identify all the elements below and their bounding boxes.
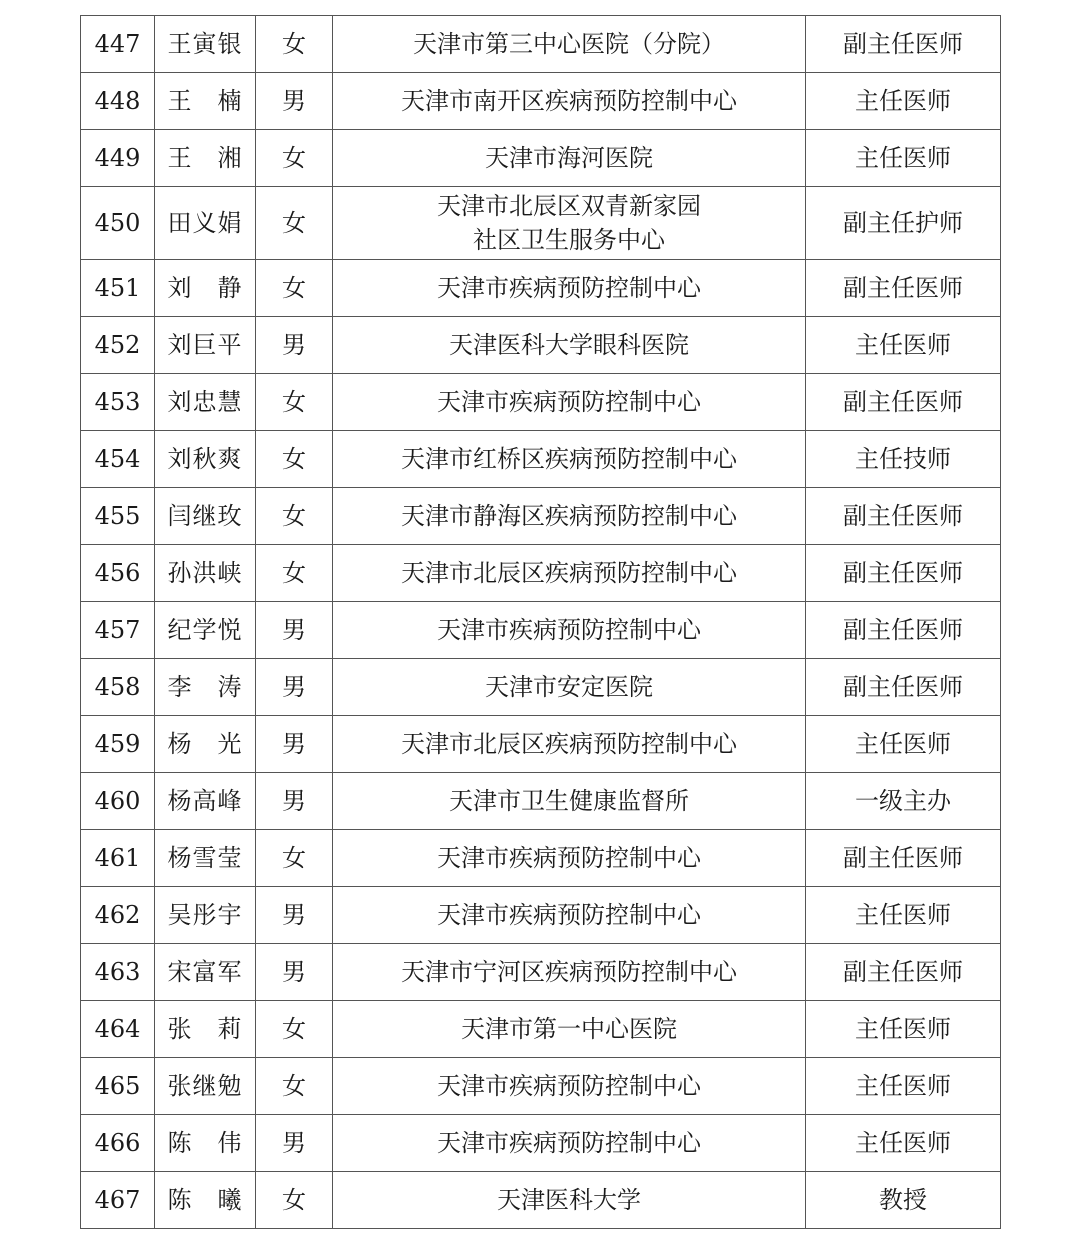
- work-unit: 天津市南开区疾病预防控制中心: [333, 73, 806, 130]
- table-row: [81, 1115, 1001, 1172]
- professional-title: 副主任医师: [806, 16, 1001, 73]
- row-number: 447: [81, 16, 155, 73]
- work-unit: 天津市疾病预防控制中心: [333, 602, 806, 659]
- person-gender: 男: [256, 716, 333, 773]
- row-number: 461: [81, 830, 155, 887]
- person-gender: 女: [256, 1001, 333, 1058]
- work-unit: 天津市宁河区疾病预防控制中心: [333, 944, 806, 1001]
- row-number: 457: [81, 602, 155, 659]
- table-row: [81, 1172, 1001, 1229]
- table-row: [81, 260, 1001, 317]
- professional-title: 主任医师: [806, 130, 1001, 187]
- row-number: 460: [81, 773, 155, 830]
- work-unit: 天津市疾病预防控制中心: [333, 374, 806, 431]
- person-gender: 男: [256, 887, 333, 944]
- person-gender: 男: [256, 602, 333, 659]
- work-unit: 天津市红桥区疾病预防控制中心: [333, 431, 806, 488]
- person-name: 刘秋爽: [155, 431, 256, 488]
- row-number: 456: [81, 545, 155, 602]
- person-name: 吴彤宇: [155, 887, 256, 944]
- professional-title: 副主任医师: [806, 374, 1001, 431]
- work-unit: 天津市疾病预防控制中心: [333, 260, 806, 317]
- row-number: 459: [81, 716, 155, 773]
- table-row: [81, 16, 1001, 73]
- work-unit: 天津市疾病预防控制中心: [333, 887, 806, 944]
- person-name: 宋富军: [155, 944, 256, 1001]
- row-number: 450: [81, 187, 155, 260]
- row-number: 455: [81, 488, 155, 545]
- person-gender: 女: [256, 830, 333, 887]
- work-unit: 天津市静海区疾病预防控制中心: [333, 488, 806, 545]
- personnel-table-body: [81, 16, 1001, 1229]
- work-unit: 天津市卫生健康监督所: [333, 773, 806, 830]
- work-unit: 天津医科大学眼科医院: [333, 317, 806, 374]
- work-unit: 天津市第三中心医院（分院）: [333, 16, 806, 73]
- row-number: 454: [81, 431, 155, 488]
- person-name: 张 莉: [155, 1001, 256, 1058]
- work-unit: 天津市安定医院: [333, 659, 806, 716]
- person-name: 孙洪峡: [155, 545, 256, 602]
- personnel-table: [80, 15, 1001, 1229]
- person-name: 刘忠慧: [155, 374, 256, 431]
- table-row: [81, 1058, 1001, 1115]
- professional-title: 主任医师: [806, 73, 1001, 130]
- professional-title: 副主任医师: [806, 488, 1001, 545]
- work-unit: 天津医科大学: [333, 1172, 806, 1229]
- person-name: 杨高峰: [155, 773, 256, 830]
- person-name: 陈 伟: [155, 1115, 256, 1172]
- person-name: 张继勉: [155, 1058, 256, 1115]
- table-row: [81, 716, 1001, 773]
- person-gender: 男: [256, 73, 333, 130]
- professional-title: 一级主办: [806, 773, 1001, 830]
- professional-title: 副主任医师: [806, 602, 1001, 659]
- professional-title: 副主任护师: [806, 187, 1001, 260]
- person-name: 杨 光: [155, 716, 256, 773]
- table-row: [81, 545, 1001, 602]
- row-number: 463: [81, 944, 155, 1001]
- row-number: 449: [81, 130, 155, 187]
- professional-title: 副主任医师: [806, 545, 1001, 602]
- person-name: 纪学悦: [155, 602, 256, 659]
- person-name: 闫继玫: [155, 488, 256, 545]
- table-row: [81, 887, 1001, 944]
- table-row: [81, 773, 1001, 830]
- work-unit: 天津市疾病预防控制中心: [333, 1115, 806, 1172]
- row-number: 451: [81, 260, 155, 317]
- person-name: 刘巨平: [155, 317, 256, 374]
- work-unit: 天津市海河医院: [333, 130, 806, 187]
- table-row: [81, 431, 1001, 488]
- table-row: [81, 374, 1001, 431]
- work-unit: 天津市疾病预防控制中心: [333, 830, 806, 887]
- row-number: 462: [81, 887, 155, 944]
- table-row: [81, 187, 1001, 260]
- work-unit: 天津市北辰区疾病预防控制中心: [333, 716, 806, 773]
- row-number: 466: [81, 1115, 155, 1172]
- table-row: [81, 130, 1001, 187]
- professional-title: 副主任医师: [806, 944, 1001, 1001]
- person-gender: 女: [256, 488, 333, 545]
- table-row: [81, 944, 1001, 1001]
- table-row: [81, 830, 1001, 887]
- professional-title: 副主任医师: [806, 659, 1001, 716]
- work-unit: 天津市北辰区疾病预防控制中心: [333, 545, 806, 602]
- work-unit: 天津市第一中心医院: [333, 1001, 806, 1058]
- person-name: 杨雪莹: [155, 830, 256, 887]
- row-number: 467: [81, 1172, 155, 1229]
- person-gender: 女: [256, 431, 333, 488]
- person-gender: 男: [256, 944, 333, 1001]
- professional-title: 副主任医师: [806, 830, 1001, 887]
- person-name: 刘 静: [155, 260, 256, 317]
- person-name: 王寅银: [155, 16, 256, 73]
- professional-title: 主任医师: [806, 317, 1001, 374]
- person-gender: 女: [256, 187, 333, 260]
- table-row: [81, 659, 1001, 716]
- person-gender: 男: [256, 773, 333, 830]
- table-row: [81, 73, 1001, 130]
- professional-title: 主任医师: [806, 887, 1001, 944]
- row-number: 464: [81, 1001, 155, 1058]
- work-unit: 天津市北辰区双青新家园 社区卫生服务中心: [333, 187, 806, 260]
- person-gender: 女: [256, 1058, 333, 1115]
- table-row: [81, 488, 1001, 545]
- person-gender: 男: [256, 659, 333, 716]
- professional-title: 副主任医师: [806, 260, 1001, 317]
- professional-title: 主任技师: [806, 431, 1001, 488]
- row-number: 448: [81, 73, 155, 130]
- person-gender: 男: [256, 317, 333, 374]
- person-name: 王 楠: [155, 73, 256, 130]
- row-number: 453: [81, 374, 155, 431]
- person-name: 陈 曦: [155, 1172, 256, 1229]
- table-row: [81, 602, 1001, 659]
- professional-title: 主任医师: [806, 716, 1001, 773]
- row-number: 452: [81, 317, 155, 374]
- person-gender: 男: [256, 1115, 333, 1172]
- work-unit: 天津市疾病预防控制中心: [333, 1058, 806, 1115]
- person-name: 王 湘: [155, 130, 256, 187]
- table-row: [81, 1001, 1001, 1058]
- professional-title: 教授: [806, 1172, 1001, 1229]
- table-row: [81, 317, 1001, 374]
- person-gender: 女: [256, 260, 333, 317]
- row-number: 458: [81, 659, 155, 716]
- person-name: 李 涛: [155, 659, 256, 716]
- person-name: 田义娟: [155, 187, 256, 260]
- professional-title: 主任医师: [806, 1001, 1001, 1058]
- person-gender: 女: [256, 374, 333, 431]
- person-gender: 女: [256, 545, 333, 602]
- professional-title: 主任医师: [806, 1115, 1001, 1172]
- person-gender: 女: [256, 16, 333, 73]
- person-gender: 女: [256, 130, 333, 187]
- row-number: 465: [81, 1058, 155, 1115]
- person-gender: 女: [256, 1172, 333, 1229]
- professional-title: 主任医师: [806, 1058, 1001, 1115]
